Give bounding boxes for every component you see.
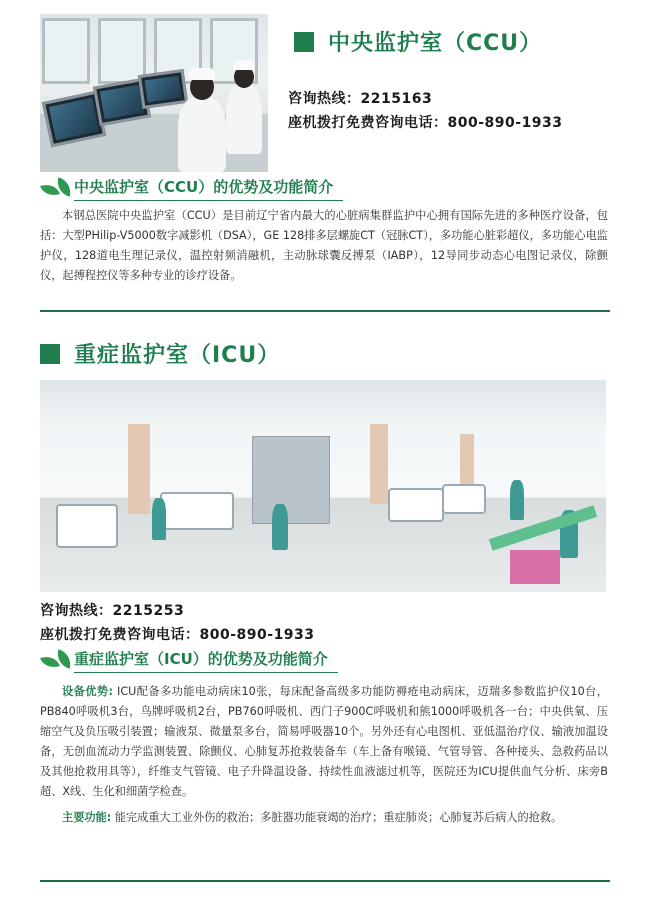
hospital-bed	[160, 492, 234, 530]
monitor	[138, 69, 188, 109]
icu-subtitle: 重症监护室（ICU）的优势及功能简介	[74, 648, 338, 673]
icu-title: 重症监护室（ICU）	[74, 343, 281, 368]
ccu-hotline: 咨询热线：2215163	[288, 91, 433, 107]
window	[98, 18, 146, 84]
leaf-icon	[40, 649, 74, 673]
staff-figure	[510, 480, 524, 520]
leaf-icon	[40, 177, 74, 201]
function-label: 主要功能:	[62, 811, 112, 824]
ccu-title: 中央监护室（CCU）	[328, 31, 543, 56]
function-text: 能完成重大工业外伤的救治；多脏器功能衰竭的治疗；重症肺炎；心肺复苏后病人的抢救。	[111, 811, 563, 824]
icu-function	[40, 808, 608, 828]
icu-subheading	[40, 648, 338, 673]
section-divider	[40, 880, 610, 882]
icu-hotline: 咨询热线：2215253	[40, 603, 185, 619]
heading-square-icon	[294, 32, 314, 52]
hospital-bed	[388, 488, 444, 522]
curtain	[128, 424, 150, 514]
ceiling	[40, 380, 606, 428]
icu-heading	[40, 338, 280, 369]
staff-figure	[152, 498, 166, 540]
window	[42, 18, 90, 84]
hospital-bed	[56, 504, 118, 548]
nurse-figure	[178, 96, 226, 172]
heading-square-icon	[40, 344, 60, 364]
cabinet	[252, 436, 330, 524]
nurse-station-desk	[489, 505, 597, 550]
icu-photo	[40, 380, 606, 592]
ccu-description: 本钢总医院中央监护室（CCU）是目前辽宁省内最大的心脏病集群监护中心拥有国际先进的多种医疗设备，包括：大型PHilip-V5000数字减影机（DSA），GE 128排多层螺旋CT（冠脉CT），多功能心脏彩超仪，多功能心电监护仪，128道电生理记录仪，温控射频消融机，主动脉球囊反搏泵（IABP），12导同步动态心电图记录仪，除颤仪，起搏程控仪等多种专业的诊疗设备。	[40, 209, 608, 282]
curtain	[370, 424, 388, 504]
ccu-photo	[40, 14, 268, 172]
nurse-cap	[233, 60, 255, 70]
section-divider	[40, 310, 610, 312]
ccu-heading	[294, 26, 542, 57]
ccu-subtitle: 中央监护室（CCU）的优势及功能简介	[74, 176, 343, 201]
hospital-bed	[442, 484, 486, 514]
nurse-figure	[226, 84, 262, 154]
equipment-label: 设备优势:	[62, 685, 114, 698]
icu-freecall: 座机拨打免费咨询电话：800-890-1933	[40, 627, 315, 643]
staff-figure	[272, 504, 288, 550]
ccu-subheading	[40, 176, 343, 201]
supply-cart	[510, 550, 560, 584]
ccu-freecall: 座机拨打免费咨询电话：800-890-1933	[288, 115, 563, 131]
equipment-text: ICU配备多功能电动病床10张，每床配备高级多功能防褥疮电动病床，迈瑞多参数监护仪10台，PB840呼吸机3台，鸟牌呼吸机2台，PB760呼吸机、西门子900C呼吸机和熊1000呼吸机各一台；中央供氧、压缩空气及负压吸引装置；输液泵、微量泵多台，简易呼吸器10个。另外还有心电图机、亚低温治疗仪、输液加温设备，无创血流动力学监测装置、除颤仪、心肺复苏抢救装备车（车上备有喉镜、气管导管、各种接头、急救药品以及其他抢救用具等），纤维支气管镜、电子升降温设备、持续性血液滤过机等，医院还为ICU提供血气分析、床旁B超、X线、生化和细菌学检查。	[40, 685, 608, 798]
nurse-cap	[189, 68, 215, 80]
icu-equipment	[40, 682, 608, 802]
